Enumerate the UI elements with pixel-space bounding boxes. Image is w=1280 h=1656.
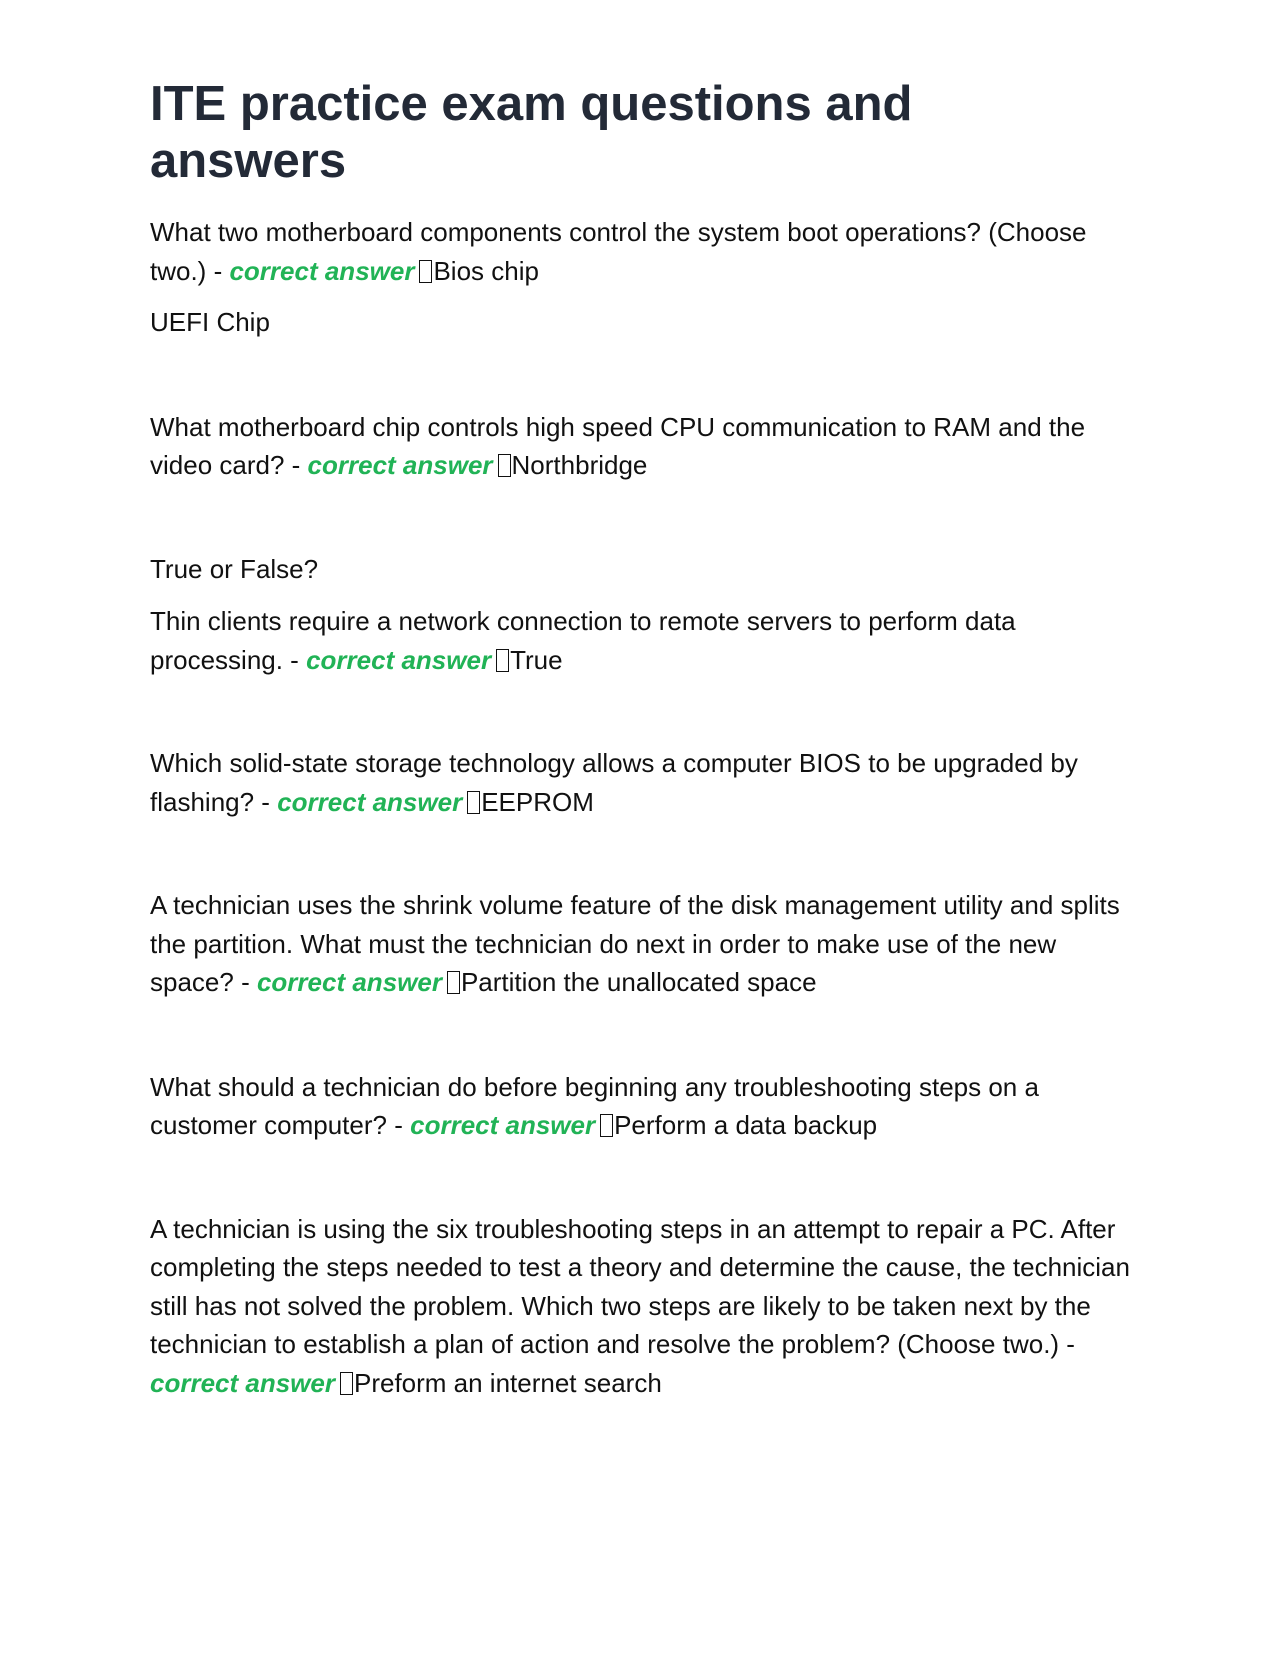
qa-item: [150, 1068, 1140, 1145]
question-prompt: True or False?: [150, 553, 319, 584]
question-text: A technician is using the six troubleshooting steps in an attempt to repair a PC. After completing the steps needed to test a theory and determine the cause, the technician still has not solved the problem. Which two steps are likely to be taken next by the technician to establish a plan of action and resolve the problem? (Choose two.) -: [150, 1213, 1130, 1359]
question-text: What should a technician do before beginning any troubleshooting steps on a customer computer? -: [150, 1071, 1039, 1140]
correct-answer-label: correct answer: [256, 967, 442, 997]
question-text: What two motherboard components control the system boot operations? (Choose two.) -: [150, 217, 1087, 286]
answer-text: Preform an internet search: [353, 1367, 662, 1398]
correct-answer-label: correct answer: [150, 1367, 335, 1398]
missing-glyph-icon: [467, 791, 480, 814]
qa-item: [150, 213, 1140, 290]
document-title: ITE practice exam questions and answers: [150, 77, 913, 188]
document-page: [150, 0, 1140, 1402]
answer-text: EEPROM: [481, 786, 594, 817]
qa-item: [150, 886, 1140, 1002]
correct-answer-label: correct answer: [410, 1110, 596, 1140]
question-text: A technician uses the shrink volume feature of the disk management utility and splits the partition. What must the technician do next in order to make use of the new space? -: [150, 890, 1120, 997]
question-text: What motherboard chip controls high speed CPU communication to RAM and the video card? -: [150, 411, 1086, 480]
correct-answer-label: correct answer: [306, 644, 492, 675]
qa-item: [150, 1210, 1140, 1403]
correct-answer-label: correct answer: [307, 450, 493, 480]
missing-glyph-icon: [340, 1372, 353, 1395]
answer-text: Bios chip: [433, 255, 539, 286]
qa-item: [150, 408, 1140, 485]
answer-text: Partition the unallocated space: [460, 967, 817, 997]
answer-text: Perform a data backup: [614, 1110, 878, 1140]
answer-text: Northbridge: [511, 450, 648, 480]
missing-glyph-icon: [498, 454, 511, 477]
missing-glyph-icon: [419, 260, 432, 283]
qa-item: [150, 602, 1140, 679]
question-text: Which solid-state storage technology allows a computer BIOS to be upgraded by flashing? -: [150, 748, 1078, 817]
missing-glyph-icon: [496, 649, 509, 672]
missing-glyph-icon: [600, 1114, 613, 1137]
correct-answer-label: correct answer: [229, 255, 415, 286]
answer-extra: UEFI Chip: [150, 307, 270, 337]
missing-glyph-icon: [447, 971, 460, 994]
answer-text: True: [510, 644, 563, 675]
correct-answer-label: correct answer: [277, 786, 463, 817]
qa-item: [150, 744, 1140, 821]
question-text: Thin clients require a network connection to remote servers to perform data processing. -: [150, 606, 1016, 675]
